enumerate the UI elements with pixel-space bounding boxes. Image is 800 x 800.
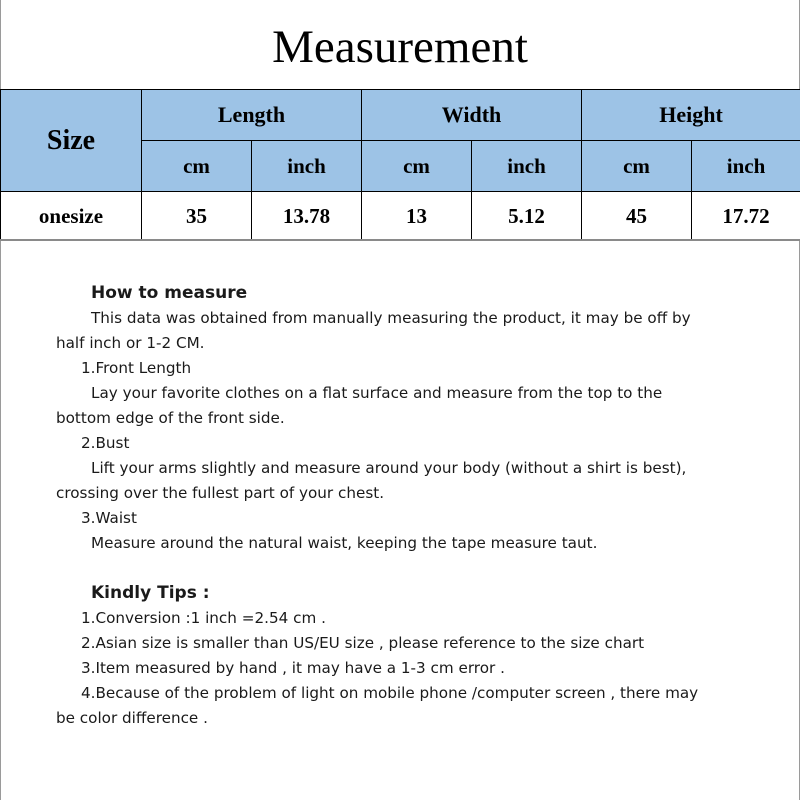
how-to-measure-heading: How to measure <box>91 283 248 303</box>
table-cell: 45 <box>582 192 692 241</box>
table-cell: 17.72 <box>692 192 800 241</box>
item-text: crossing over the fullest part of your chest. <box>56 484 385 502</box>
table-header-row <box>1 90 800 141</box>
height-header-cell: Height <box>582 90 800 141</box>
intro-line: This data was obtained from manually measuring the product, it may be off by <box>91 309 691 327</box>
size-value-cell: onesize <box>1 192 142 241</box>
unit-cell: cm <box>362 141 472 192</box>
item-label: 3.Waist <box>81 509 137 527</box>
table-cell: 35 <box>142 192 252 241</box>
unit-cell: inch <box>472 141 582 192</box>
unit-cell: inch <box>692 141 800 192</box>
tip-line: 1.Conversion :1 inch =2.54 cm . <box>81 609 326 627</box>
length-header-cell: Length <box>142 90 362 141</box>
size-header-cell: Size <box>1 90 142 192</box>
table-cell: 13.78 <box>252 192 362 241</box>
item-text: Lay your favorite clothes on a flat surface and measure from the top to the <box>91 384 663 402</box>
width-header-cell: Width <box>362 90 582 141</box>
tip-line: 4.Because of the problem of light on mobile phone /computer screen , there may <box>81 684 699 702</box>
item-text: Measure around the natural waist, keeping the tape measure taut. <box>91 534 598 552</box>
tip-line: 2.Asian size is smaller than US/EU size , please reference to the size chart <box>81 634 645 652</box>
intro-line: half inch or 1-2 CM. <box>56 334 205 352</box>
table-cell: 13 <box>362 192 472 241</box>
tip-line: 3.Item measured by hand , it may have a 1-3 cm error . <box>81 659 505 677</box>
item-text: Lift your arms slightly and measure around your body (without a shirt is best), <box>91 459 687 477</box>
spacer <box>56 556 756 581</box>
item-label: 1.Front Length <box>81 359 192 377</box>
kindly-tips-heading: Kindly Tips : <box>91 583 210 603</box>
section-divider <box>0 239 800 241</box>
measure-instructions <box>56 281 756 731</box>
table-row <box>1 192 800 241</box>
item-text: bottom edge of the front side. <box>56 409 285 427</box>
page-title: Measurement <box>272 21 528 73</box>
table-cell: 5.12 <box>472 192 582 241</box>
unit-cell: cm <box>142 141 252 192</box>
unit-cell: inch <box>252 141 362 192</box>
size-chart-table <box>0 89 800 241</box>
item-label: 2.Bust <box>81 434 130 452</box>
tip-line: be color difference . <box>56 709 208 727</box>
unit-cell: cm <box>582 141 692 192</box>
